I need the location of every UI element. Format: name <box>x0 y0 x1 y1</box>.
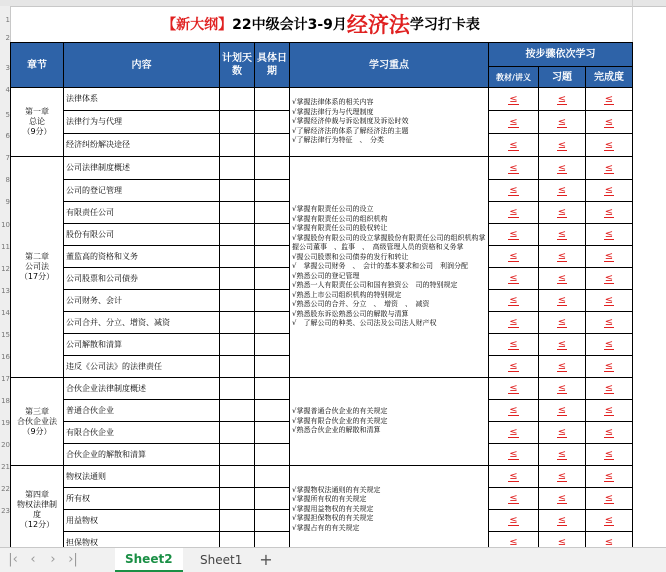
textbook-check-cell[interactable] <box>489 202 539 224</box>
key-point-line: √掌握法律行为与代理制度 <box>292 107 374 116</box>
check-mark: ≤ <box>604 317 614 328</box>
completion-check-cell[interactable] <box>586 157 633 180</box>
content-cell[interactable]: 公司解散和清算 <box>64 334 220 356</box>
header-steps[interactable]: 按步骤依次学习 <box>489 43 633 67</box>
table-row <box>11 466 633 488</box>
check-mark: ≤ <box>509 295 518 306</box>
exercises-check-cell[interactable] <box>539 268 586 290</box>
completion-check-cell[interactable] <box>586 134 633 157</box>
plan-days-cell[interactable] <box>220 224 255 246</box>
check-mark: ≤ <box>604 295 614 306</box>
date-cell[interactable] <box>255 134 290 157</box>
textbook-check-cell[interactable] <box>489 532 539 548</box>
key-point-line: √了解法律行为特征 、 分类 <box>292 136 384 145</box>
row-number[interactable]: 6 <box>5 132 10 140</box>
textbook-check-cell[interactable] <box>489 488 539 510</box>
content-cell[interactable]: 有限责任公司 <box>64 202 220 224</box>
key-point-line: √熟悉股东诉讼熟悉公司的解散与清算 <box>292 309 409 318</box>
date-cell[interactable] <box>255 180 290 202</box>
content-cell[interactable]: 普通合伙企业 <box>64 400 220 422</box>
next-sheet-icon[interactable]: › <box>50 552 56 567</box>
check-mark: ≤ <box>509 207 518 218</box>
key-point-line: √熟悉合伙企业的解散和清算 <box>292 426 381 435</box>
plan-days-cell[interactable] <box>220 111 255 134</box>
content-cell[interactable]: 公司股票和公司债券 <box>64 268 220 290</box>
sheet-tab-bar <box>0 547 666 572</box>
check-mark: ≤ <box>509 493 518 504</box>
row-number[interactable]: 4 <box>5 86 10 94</box>
prev-sheet-icon[interactable]: ‹ <box>30 552 36 567</box>
check-mark: ≤ <box>557 405 567 416</box>
check-mark: ≤ <box>509 273 518 284</box>
check-mark: ≤ <box>509 93 518 105</box>
date-cell[interactable] <box>255 246 290 268</box>
chapter-name-line: 度 <box>33 509 41 519</box>
key-points-cell[interactable] <box>290 378 489 466</box>
date-cell[interactable] <box>255 111 290 134</box>
row-number[interactable]: 18 <box>1 397 10 405</box>
title-suffix: 学习打卡表 <box>409 17 480 33</box>
textbook-check-cell[interactable] <box>489 510 539 532</box>
key-point-line: √掌握担保物权的有关规定 <box>292 514 374 523</box>
check-mark: ≤ <box>557 537 567 547</box>
key-point-line: √掌握股份有限公司的设立掌握股份有限责任公司的组织机构掌握公司董事 、监事 、 高级管理人员的资格和义务掌 <box>292 233 486 252</box>
date-cell[interactable] <box>255 422 290 444</box>
chapter-cell[interactable] <box>11 466 64 548</box>
check-mark: ≤ <box>509 449 518 460</box>
plan-days-cell[interactable] <box>220 88 255 111</box>
check-mark: ≤ <box>604 229 614 240</box>
table-row <box>11 88 633 111</box>
header-textbook[interactable]: 教材/讲义 <box>489 67 539 88</box>
plan-days-cell[interactable] <box>220 378 255 400</box>
row-number[interactable]: 8 <box>5 176 10 184</box>
textbook-check-cell[interactable] <box>489 444 539 466</box>
date-cell[interactable] <box>255 532 290 548</box>
row-number[interactable]: 14 <box>1 309 10 317</box>
check-mark: ≤ <box>604 493 614 504</box>
check-mark: ≤ <box>604 339 614 350</box>
date-cell[interactable] <box>255 334 290 356</box>
check-mark: ≤ <box>557 515 567 526</box>
chapter-name-line: 第三章 <box>25 406 49 416</box>
plan-days-cell[interactable] <box>220 180 255 202</box>
key-point-line: √掌握有限责任公司的设立 <box>292 205 374 214</box>
key-point-line: √掌握所有权的有关规定 <box>292 495 367 504</box>
textbook-check-cell[interactable] <box>489 378 539 400</box>
row-number[interactable]: 16 <box>1 353 10 361</box>
check-mark: ≤ <box>509 162 518 174</box>
header-key-points[interactable]: 学习重点 <box>290 43 489 88</box>
check-mark: ≤ <box>604 405 614 416</box>
check-mark: ≤ <box>604 537 614 547</box>
key-point-line: √熟悉公司的登记管理 <box>292 271 360 280</box>
check-mark: ≤ <box>604 162 614 174</box>
key-point-line: √掌握法律体系的相关内容 <box>292 98 374 107</box>
check-mark: ≤ <box>557 383 567 394</box>
completion-check-cell[interactable] <box>586 400 633 422</box>
check-mark: ≤ <box>557 229 567 240</box>
exercises-check-cell[interactable] <box>539 400 586 422</box>
key-point-line: √掌握物权法通则的有关规定 <box>292 485 381 494</box>
last-sheet-icon[interactable]: ›| <box>68 552 78 567</box>
plan-days-cell[interactable] <box>220 356 255 378</box>
content-cell[interactable]: 用益物权 <box>64 510 220 532</box>
exercises-check-cell[interactable] <box>539 488 586 510</box>
exercises-check-cell[interactable] <box>539 134 586 157</box>
check-mark: ≤ <box>557 207 567 218</box>
check-mark: ≤ <box>509 427 518 438</box>
row-number[interactable]: 17 <box>1 375 10 383</box>
completion-check-cell[interactable] <box>586 334 633 356</box>
textbook-check-cell[interactable] <box>489 334 539 356</box>
textbook-check-cell[interactable] <box>489 400 539 422</box>
chapter-cell[interactable] <box>11 378 64 466</box>
textbook-check-cell[interactable] <box>489 312 539 334</box>
row-number[interactable]: 3 <box>5 64 10 72</box>
plan-days-cell[interactable] <box>220 334 255 356</box>
exercises-check-cell[interactable] <box>539 312 586 334</box>
row-number[interactable]: 23 <box>1 507 10 515</box>
row-number[interactable]: 21 <box>1 463 10 471</box>
sheet-title[interactable] <box>10 6 632 42</box>
key-point-line: √了解经济法的体系了解经济法的主题 <box>292 126 409 135</box>
chapter-name-line: 第二章 <box>25 252 49 261</box>
key-point-line: √掌握有限责任公司的组织机构 <box>292 214 388 223</box>
exercises-check-cell[interactable] <box>539 157 586 180</box>
completion-check-cell[interactable] <box>586 510 633 532</box>
textbook-check-cell[interactable] <box>489 157 539 180</box>
date-cell[interactable] <box>255 224 290 246</box>
key-point-line: √熟悉一人有限责任公司和国有独资公 司的特别规定 <box>292 281 458 290</box>
plan-days-cell[interactable] <box>220 422 255 444</box>
check-mark: ≤ <box>509 116 518 128</box>
chapter-name-line: 第四章 <box>25 489 49 499</box>
check-mark: ≤ <box>604 93 614 105</box>
check-mark: ≤ <box>509 317 518 328</box>
completion-check-cell[interactable] <box>586 312 633 334</box>
completion-check-cell[interactable] <box>586 202 633 224</box>
study-table <box>10 42 633 547</box>
textbook-check-cell[interactable] <box>489 466 539 488</box>
check-mark: ≤ <box>509 139 518 151</box>
content-cell[interactable]: 物权法通则 <box>64 466 220 488</box>
content-cell[interactable]: 股份有限公司 <box>64 224 220 246</box>
exercises-check-cell[interactable] <box>539 224 586 246</box>
exercises-check-cell[interactable] <box>539 246 586 268</box>
date-cell[interactable] <box>255 488 290 510</box>
plan-days-cell[interactable] <box>220 466 255 488</box>
plan-days-cell[interactable] <box>220 444 255 466</box>
plan-days-cell[interactable] <box>220 202 255 224</box>
chapter-name-line: （17分） <box>19 272 55 281</box>
key-point-line: √掌握占有的有关规定 <box>292 523 360 532</box>
row-number[interactable]: 10 <box>1 221 10 229</box>
chapter-name-line: 公司法 <box>25 262 49 271</box>
tab-sheet2[interactable]: Sheet2 <box>115 548 183 572</box>
key-point-line: √握公司股票和公司债券的发行和转让 <box>292 252 409 261</box>
chapter-name-line: 第一章 <box>25 107 49 116</box>
date-cell[interactable] <box>255 444 290 466</box>
textbook-check-cell[interactable] <box>489 88 539 111</box>
check-mark: ≤ <box>509 229 518 240</box>
add-sheet-icon[interactable]: + <box>259 550 273 569</box>
exercises-check-cell[interactable] <box>539 334 586 356</box>
plan-days-cell[interactable] <box>220 400 255 422</box>
completion-check-cell[interactable] <box>586 111 633 134</box>
completion-check-cell[interactable] <box>586 356 633 378</box>
check-mark: ≤ <box>509 339 518 350</box>
plan-days-cell[interactable] <box>220 290 255 312</box>
completion-check-cell[interactable] <box>586 466 633 488</box>
completion-check-cell[interactable] <box>586 532 633 548</box>
row-number[interactable]: 12 <box>1 265 10 273</box>
row-number[interactable]: 13 <box>1 287 10 295</box>
table-row <box>11 378 633 400</box>
check-mark: ≤ <box>557 317 567 328</box>
check-mark: ≤ <box>557 295 567 306</box>
completion-check-cell[interactable] <box>586 268 633 290</box>
header-chapter[interactable]: 章节 <box>11 43 64 88</box>
check-mark: ≤ <box>509 185 518 196</box>
date-cell[interactable] <box>255 400 290 422</box>
content-cell[interactable]: 所有权 <box>64 488 220 510</box>
row-number[interactable]: 15 <box>1 331 10 339</box>
completion-check-cell[interactable] <box>586 290 633 312</box>
date-cell[interactable] <box>255 290 290 312</box>
textbook-check-cell[interactable] <box>489 180 539 202</box>
check-mark: ≤ <box>604 273 614 284</box>
completion-check-cell[interactable] <box>586 444 633 466</box>
check-mark: ≤ <box>509 405 518 416</box>
content-cell[interactable]: 法律行为与代理 <box>64 111 220 134</box>
title-highlight: 经济法 <box>346 13 410 37</box>
key-point-line: √掌握有限合伙企业的有关规定 <box>292 416 388 425</box>
content-cell[interactable]: 公司合并、分立、增资、减资 <box>64 312 220 334</box>
check-mark: ≤ <box>557 427 567 438</box>
key-point-line: √ 掌握公司财务 、 会计的基本要求和公司 利润分配 <box>292 262 468 271</box>
row-number[interactable]: 7 <box>5 154 10 162</box>
exercises-check-cell[interactable] <box>539 444 586 466</box>
row-number[interactable]: 20 <box>1 441 10 449</box>
check-mark: ≤ <box>557 185 567 196</box>
completion-check-cell[interactable] <box>586 88 633 111</box>
check-mark: ≤ <box>557 139 567 151</box>
content-cell[interactable]: 合伙企业法律制度概述 <box>64 378 220 400</box>
check-mark: ≤ <box>604 116 614 128</box>
content-cell[interactable]: 公司法律制度概述 <box>64 157 220 180</box>
exercises-check-cell[interactable] <box>539 356 586 378</box>
textbook-check-cell[interactable] <box>489 268 539 290</box>
check-mark: ≤ <box>509 251 518 262</box>
title-prefix: 22中级会计3-9月 <box>232 17 347 33</box>
header-content[interactable]: 内容 <box>64 43 220 88</box>
plan-days-cell[interactable] <box>220 134 255 157</box>
plan-days-cell[interactable] <box>220 268 255 290</box>
content-cell[interactable]: 法律体系 <box>64 88 220 111</box>
key-point-line: √掌握经济仲裁与诉讼制度及诉讼时效 <box>292 117 409 126</box>
check-mark: ≤ <box>557 162 567 174</box>
check-mark: ≤ <box>604 383 614 394</box>
check-mark: ≤ <box>557 116 567 128</box>
key-point-line: √掌握有限责任公司的股权转让 <box>292 224 388 233</box>
key-point-line: √ 了解公司的种类、公司法及公司法人财产权 <box>292 319 437 328</box>
row-number[interactable]: 19 <box>1 419 10 427</box>
first-sheet-icon[interactable]: |‹ <box>8 552 18 567</box>
textbook-check-cell[interactable] <box>489 422 539 444</box>
date-cell[interactable] <box>255 157 290 180</box>
exercises-check-cell[interactable] <box>539 532 586 548</box>
date-cell[interactable] <box>255 510 290 532</box>
check-mark: ≤ <box>604 515 614 526</box>
key-points-cell[interactable] <box>290 466 489 548</box>
plan-days-cell[interactable] <box>220 246 255 268</box>
check-mark: ≤ <box>557 339 567 350</box>
check-mark: ≤ <box>557 471 567 482</box>
key-points-cell[interactable] <box>290 157 489 378</box>
content-cell[interactable]: 担保物权 <box>64 532 220 548</box>
content-cell[interactable]: 公司的登记管理 <box>64 180 220 202</box>
completion-check-cell[interactable] <box>586 488 633 510</box>
plan-days-cell[interactable] <box>220 488 255 510</box>
check-mark: ≤ <box>604 207 614 218</box>
exercises-check-cell[interactable] <box>539 111 586 134</box>
textbook-check-cell[interactable] <box>489 356 539 378</box>
date-cell[interactable] <box>255 466 290 488</box>
check-mark: ≤ <box>557 273 567 284</box>
tab-sheet1[interactable]: Sheet1 <box>200 553 243 567</box>
key-point-line: √掌握普通合伙企业的有关规定 <box>292 407 388 416</box>
content-cell[interactable]: 经济纠纷解决途径 <box>64 134 220 157</box>
header-plan-days[interactable]: 计划天数 <box>220 43 255 88</box>
check-mark: ≤ <box>509 515 518 526</box>
check-mark: ≤ <box>557 93 567 105</box>
chapter-name-line: 总论 <box>29 117 45 126</box>
date-cell[interactable] <box>255 88 290 111</box>
check-mark: ≤ <box>557 361 567 372</box>
chapter-cell[interactable] <box>11 88 64 157</box>
exercises-check-cell[interactable] <box>539 180 586 202</box>
check-mark: ≤ <box>604 449 614 460</box>
chapter-name-line: （12分） <box>19 519 55 529</box>
key-point-line: √掌握用益物权的有关规定 <box>292 504 374 513</box>
key-point-line: √熟悉上市公司组织机构的特别规定 <box>292 290 402 299</box>
content-cell[interactable]: 违反《公司法》的法律责任 <box>64 356 220 378</box>
row-number[interactable]: 22 <box>1 485 10 493</box>
check-mark: ≤ <box>557 449 567 460</box>
content-cell[interactable]: 公司财务、会计 <box>64 290 220 312</box>
textbook-check-cell[interactable] <box>489 111 539 134</box>
row-number[interactable]: 1 <box>5 16 10 24</box>
chapter-name-line: 物权法律制 <box>17 499 57 509</box>
completion-check-cell[interactable] <box>586 378 633 400</box>
completion-check-cell[interactable] <box>586 246 633 268</box>
key-points-cell[interactable] <box>290 88 489 157</box>
exercises-check-cell[interactable] <box>539 202 586 224</box>
exercises-check-cell[interactable] <box>539 378 586 400</box>
completion-check-cell[interactable] <box>586 224 633 246</box>
table-row <box>11 157 633 180</box>
plan-days-cell[interactable] <box>220 157 255 180</box>
exercises-check-cell[interactable] <box>539 510 586 532</box>
check-mark: ≤ <box>604 185 614 196</box>
check-mark: ≤ <box>604 139 614 151</box>
date-cell[interactable] <box>255 202 290 224</box>
date-cell[interactable] <box>255 378 290 400</box>
row-number[interactable]: 5 <box>5 111 10 119</box>
check-mark: ≤ <box>604 251 614 262</box>
check-mark: ≤ <box>604 427 614 438</box>
check-mark: ≤ <box>509 537 518 547</box>
exercises-check-cell[interactable] <box>539 290 586 312</box>
textbook-check-cell[interactable] <box>489 224 539 246</box>
textbook-check-cell[interactable] <box>489 290 539 312</box>
title-bracket: 【新大纲】 <box>162 17 233 33</box>
content-cell[interactable]: 有限合伙企业 <box>64 422 220 444</box>
completion-check-cell[interactable] <box>586 422 633 444</box>
chapter-cell[interactable] <box>11 157 64 378</box>
textbook-check-cell[interactable] <box>489 134 539 157</box>
exercises-check-cell[interactable] <box>539 422 586 444</box>
exercises-check-cell[interactable] <box>539 88 586 111</box>
date-cell[interactable] <box>255 356 290 378</box>
completion-check-cell[interactable] <box>586 180 633 202</box>
date-cell[interactable] <box>255 312 290 334</box>
check-mark: ≤ <box>604 471 614 482</box>
row-number[interactable]: 2 <box>5 34 10 42</box>
row-number[interactable]: 9 <box>5 198 10 206</box>
check-mark: ≤ <box>509 383 518 394</box>
content-cell[interactable]: 合伙企业的解散和清算 <box>64 444 220 466</box>
row-number[interactable]: 11 <box>1 243 10 251</box>
chapter-name-line: 合伙企业法 <box>17 416 57 426</box>
chapter-name-line: （9分） <box>22 127 52 136</box>
plan-days-cell[interactable] <box>220 510 255 532</box>
header-exercises[interactable]: 习题 <box>539 67 586 88</box>
check-mark: ≤ <box>604 361 614 372</box>
header-specific-date[interactable]: 具体日期 <box>255 43 290 88</box>
date-cell[interactable] <box>255 268 290 290</box>
exercises-check-cell[interactable] <box>539 466 586 488</box>
textbook-check-cell[interactable] <box>489 246 539 268</box>
check-mark: ≤ <box>509 471 518 482</box>
check-mark: ≤ <box>557 493 567 504</box>
header-completion[interactable]: 完成度 <box>586 67 633 88</box>
chapter-name-line: （9分） <box>22 426 52 436</box>
key-point-line: √熟悉公司的合并、分立 、 增资 、 减资 <box>292 300 430 309</box>
check-mark: ≤ <box>557 251 567 262</box>
plan-days-cell[interactable] <box>220 532 255 548</box>
check-mark: ≤ <box>509 361 518 372</box>
content-cell[interactable]: 董监高的资格和义务 <box>64 246 220 268</box>
plan-days-cell[interactable] <box>220 312 255 334</box>
